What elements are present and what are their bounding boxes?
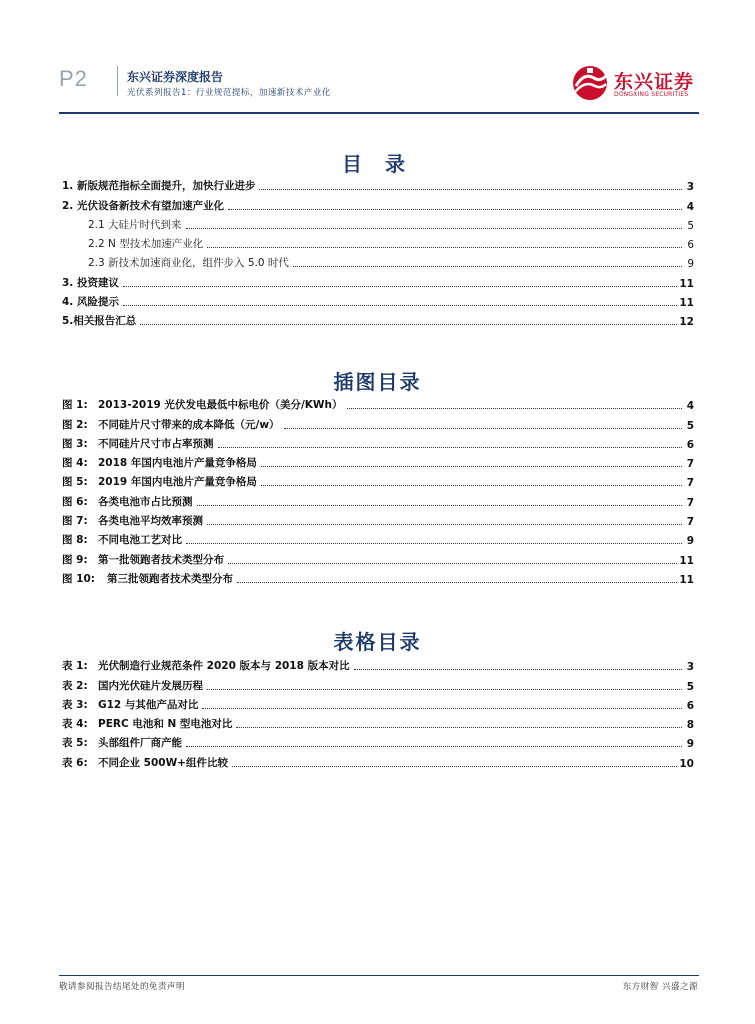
table-entry[interactable]: 表 2: 国内光伏硅片发展历程 5 [62, 679, 694, 693]
tables-heading: 表格目录 [333, 630, 422, 654]
figure-entry[interactable]: 图 10: 第三批领跑者技术类型分布 11 [62, 572, 694, 586]
table-entry[interactable]: 表 3: G12 与其他产品对比 6 [62, 698, 694, 712]
report-series-title: 东兴证券深度报告 [127, 70, 224, 84]
figure-entry[interactable]: 图 4: 2018 年国内电池片产量竞争格局 7 [62, 457, 694, 471]
toc-subentry[interactable]: 2.3 新技术加速商业化，组件步入 5.0 时代 9 [62, 251, 694, 270]
figure-entry[interactable]: 图 3: 不同硅片尺寸市占率预测 6 [62, 437, 694, 451]
toc-subentry[interactable]: 2.2 N 型技术加速产业化 6 [62, 232, 694, 251]
figure-entry[interactable]: 图 8: 不同电池工艺对比 9 [62, 534, 694, 548]
company-slogan: 东方财智 兴盛之源 [622, 982, 698, 992]
toc-entry[interactable]: 5.相关报告汇总 12 [62, 315, 694, 329]
toc-entry[interactable]: 4. 风险提示 11 [62, 296, 694, 310]
toc-heading: 目 录 [342, 152, 413, 176]
toc-entry[interactable]: 1. 新版规范指标全面提升，加快行业进步 3 [62, 180, 694, 194]
disclaimer-note: 敬请参阅报告结尾处的免责声明 [59, 982, 186, 992]
figure-entry[interactable]: 图 2: 不同硅片尺寸带来的成本降低（元/w） 5 [62, 418, 694, 432]
figure-entry[interactable]: 图 7: 各类电池平均效率预测 7 [62, 515, 694, 529]
toc-list [62, 174, 694, 328]
table-entry[interactable]: 表 5: 头部组件厂商产能 9 [62, 737, 694, 751]
logo-english-name: DONGXING SECURITIES [614, 91, 689, 98]
report-subtitle: 光伏系列报告1：行业规范提标，加速新技术产业化 [127, 88, 331, 98]
company-logo [570, 64, 700, 102]
header-rule [59, 112, 699, 114]
figures-heading: 插图目录 [333, 370, 422, 394]
header-separator [117, 66, 118, 96]
tables-list [62, 654, 694, 770]
figure-entry[interactable]: 图 6: 各类电池市占比预测 7 [62, 495, 694, 509]
figure-entry[interactable]: 图 9: 第一批领跑者技术类型分布 11 [62, 553, 694, 567]
toc-subentry[interactable]: 2.1 大硅片时代到来 5 [62, 213, 694, 232]
logo-mark-icon [570, 64, 610, 102]
figures-list [62, 393, 694, 586]
figure-entry[interactable]: 图 1: 2013-2019 光伏发电最低中标电价（美分/KWh） 4 [62, 399, 694, 413]
table-entry[interactable]: 表 4: PERC 电池和 N 型电池对比 8 [62, 718, 694, 732]
toc-entry[interactable]: 2. 光伏设备新技术有望加速产业化 4 [62, 199, 694, 213]
toc-entry[interactable]: 3. 投资建议 11 [62, 276, 694, 290]
table-entry[interactable]: 表 6: 不同企业 500W+组件比较 10 [62, 756, 694, 770]
table-entry[interactable]: 表 1: 光伏制造行业规范条件 2020 版本与 2018 版本对比 3 [62, 660, 694, 674]
page-number: P2 [59, 66, 88, 91]
logo-name: 东兴证券 [614, 71, 695, 93]
footer-rule [59, 975, 699, 976]
figure-entry[interactable]: 图 5: 2019 年国内电池片产量竞争格局 7 [62, 476, 694, 490]
